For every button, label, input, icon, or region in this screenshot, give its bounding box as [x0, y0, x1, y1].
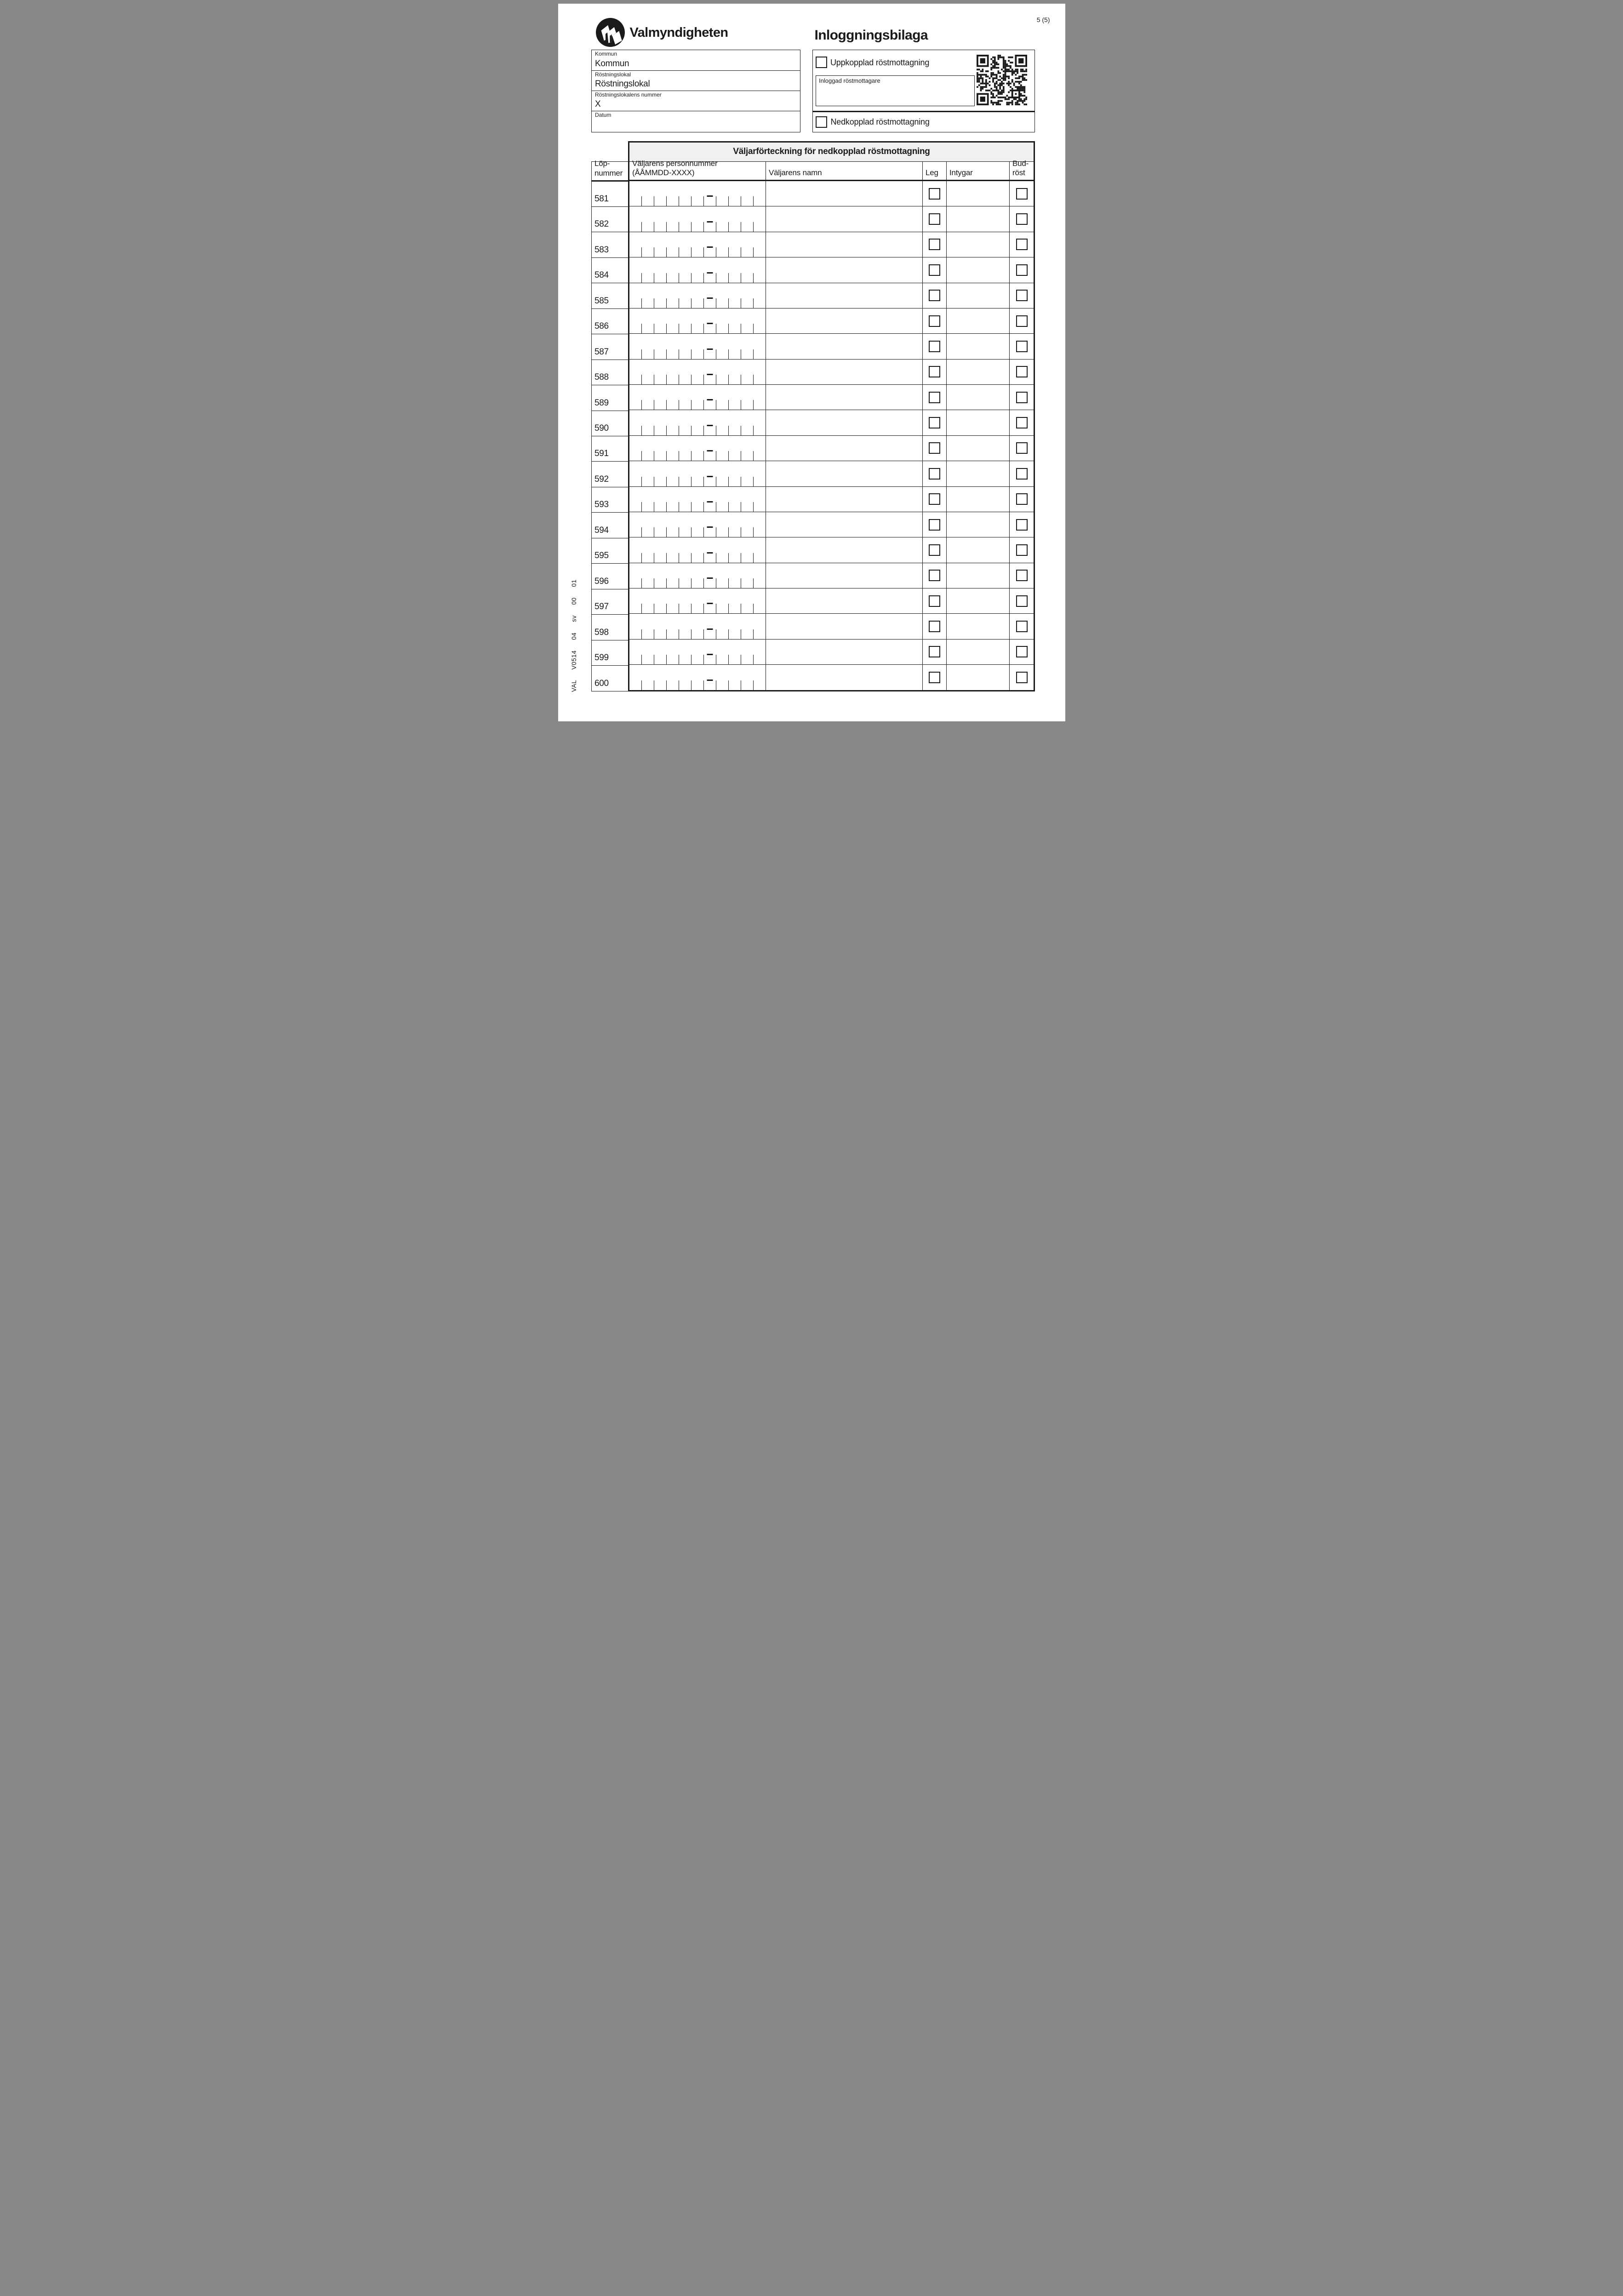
leg-cell [922, 232, 946, 257]
table-row [629, 232, 1034, 257]
field-kommun-value[interactable]: Kommun [595, 59, 629, 69]
table-row [629, 283, 1034, 308]
leg-cell [922, 334, 946, 359]
leg-cell [922, 537, 946, 562]
seq-cell [592, 206, 628, 232]
table-row [629, 206, 1034, 231]
leg-cell [922, 257, 946, 282]
personnummer-cell[interactable] [629, 665, 766, 690]
leg-checkbox[interactable] [929, 264, 940, 276]
budrost-cell [1009, 410, 1034, 435]
field-lokal-nummer-label: Röstningslokalens nummer [595, 91, 662, 98]
table-row [629, 613, 1034, 639]
intygar-cell[interactable] [946, 334, 1009, 359]
seq-header-line1: Löp- [594, 159, 610, 168]
leg-cell [922, 640, 946, 664]
personnummer-cell[interactable] [629, 334, 766, 359]
leg-checkbox[interactable] [929, 519, 940, 531]
leg-cell [922, 512, 946, 537]
row-number: 581 [594, 194, 609, 204]
personnummer-digit-guides [629, 349, 766, 359]
leg-cell [922, 360, 946, 384]
leg-checkbox[interactable] [929, 621, 940, 632]
seq-cell [592, 665, 628, 691]
personnummer-cell[interactable] [629, 640, 766, 664]
budrost-cell [1009, 232, 1034, 257]
valmyndigheten-logo-icon [596, 18, 625, 47]
budrost-cell [1009, 283, 1034, 308]
budrost-cell [1009, 665, 1034, 690]
seq-cell [592, 436, 628, 461]
personnummer-digit-guides [629, 451, 766, 461]
leg-checkbox[interactable] [929, 315, 940, 327]
intygar-cell[interactable] [946, 512, 1009, 537]
voter-name-cell[interactable] [766, 334, 922, 359]
personnummer-digit-guides [629, 324, 766, 333]
field-datum [592, 111, 800, 132]
leg-cell [922, 487, 946, 512]
budrost-checkbox[interactable] [1016, 264, 1028, 276]
personnummer-digit-guides [629, 298, 766, 308]
row-number: 600 [594, 678, 609, 688]
seq-cell [592, 257, 628, 283]
personnummer-digit-guides [629, 426, 766, 435]
row-number: 583 [594, 245, 609, 255]
voter-name-cell[interactable] [766, 257, 922, 282]
table-row [629, 308, 1034, 333]
table-header-row [629, 159, 1034, 182]
table-title: Väljarförteckning för nedkopplad röstmottagning [629, 143, 1034, 162]
voter-name-cell[interactable] [766, 563, 922, 588]
intygar-cell[interactable] [946, 206, 1009, 231]
personnummer-cell[interactable] [629, 537, 766, 562]
row-number: 599 [594, 653, 609, 663]
seq-column-header [592, 159, 628, 182]
personnummer-digit-guides [629, 655, 766, 664]
seq-cell [592, 360, 628, 385]
header-valjarens-namn [766, 162, 922, 180]
budrost-cell [1009, 436, 1034, 461]
logo-text: Valmyndigheten [629, 25, 728, 40]
intygar-cell[interactable] [946, 588, 1009, 613]
field-rostningslokal [592, 71, 800, 91]
budrost-checkbox[interactable] [1016, 570, 1028, 581]
voter-name-cell[interactable] [766, 512, 922, 537]
leg-checkbox[interactable] [929, 239, 940, 250]
personnummer-cell[interactable] [629, 257, 766, 282]
field-lokal-nummer-value[interactable]: X [595, 99, 601, 109]
leg-cell [922, 206, 946, 231]
voter-name-cell[interactable] [766, 588, 922, 613]
budrost-cell [1009, 640, 1034, 664]
budrost-checkbox[interactable] [1016, 519, 1028, 531]
table-row [629, 181, 1034, 206]
row-number: 585 [594, 296, 609, 306]
field-lokal-nummer [592, 91, 800, 111]
intygar-cell[interactable] [946, 360, 1009, 384]
personnummer-cell[interactable] [629, 512, 766, 537]
voter-name-cell[interactable] [766, 436, 922, 461]
nedkopplad-label: Nedkopplad röstmottagning [830, 117, 930, 126]
voter-name-cell[interactable] [766, 308, 922, 333]
intygar-cell[interactable] [946, 232, 1009, 257]
leg-checkbox[interactable] [929, 544, 940, 556]
personnummer-cell[interactable] [629, 436, 766, 461]
budrost-checkbox[interactable] [1016, 290, 1028, 301]
budrost-cell [1009, 487, 1034, 512]
seq-cell [592, 461, 628, 486]
seq-cell [592, 640, 628, 665]
seq-cell [592, 232, 628, 257]
intygar-cell[interactable] [946, 614, 1009, 639]
connection-box [812, 50, 1035, 132]
budrost-checkbox[interactable] [1016, 621, 1028, 632]
personnummer-cell[interactable] [629, 410, 766, 435]
leg-checkbox[interactable] [929, 672, 940, 683]
header-personnummer [629, 159, 766, 180]
table-row [629, 563, 1034, 588]
row-number: 595 [594, 551, 609, 561]
header-intygar [946, 162, 1009, 180]
personnummer-digit-guides [629, 578, 766, 588]
leg-checkbox[interactable] [929, 417, 940, 428]
header-leg [922, 162, 946, 180]
row-number: 587 [594, 347, 609, 357]
personnummer-digit-guides [629, 375, 766, 384]
leg-cell [922, 436, 946, 461]
personnummer-cell[interactable] [629, 232, 766, 257]
budrost-checkbox[interactable] [1016, 493, 1028, 505]
intygar-cell[interactable] [946, 410, 1009, 435]
header-personnummer-line2: (ÅÅMMDD-XXXX) [632, 168, 695, 177]
leg-checkbox[interactable] [929, 366, 940, 377]
leg-checkbox[interactable] [929, 188, 940, 200]
leg-checkbox[interactable] [929, 570, 940, 581]
personnummer-digit-guides [629, 527, 766, 537]
voter-name-cell[interactable] [766, 461, 922, 486]
seq-cell [592, 283, 628, 308]
header-personnummer-line1: Väljarens personnummer [632, 159, 718, 168]
header-budrost [1009, 159, 1034, 180]
personnummer-cell[interactable] [629, 385, 766, 410]
seq-cell [592, 589, 628, 614]
connection-top-section [813, 50, 1034, 113]
seq-cell [592, 411, 628, 436]
uppkopplad-label: Uppkopplad röstmottagning [830, 57, 930, 67]
leg-cell [922, 385, 946, 410]
table-row [629, 664, 1034, 690]
header-leg-label: Leg [926, 168, 938, 177]
leg-checkbox[interactable] [929, 392, 940, 403]
budrost-checkbox[interactable] [1016, 468, 1028, 480]
form-page [558, 4, 1065, 721]
table-row [629, 333, 1034, 359]
personnummer-cell[interactable] [629, 283, 766, 308]
voter-name-cell[interactable] [766, 206, 922, 231]
voter-name-cell[interactable] [766, 614, 922, 639]
leg-checkbox[interactable] [929, 442, 940, 454]
row-number: 582 [594, 219, 609, 229]
qr-code-icon [977, 55, 1027, 105]
table-row [629, 486, 1034, 512]
leg-cell [922, 308, 946, 333]
table-row [629, 588, 1034, 613]
intygar-cell[interactable] [946, 487, 1009, 512]
budrost-cell [1009, 537, 1034, 562]
row-number: 592 [594, 474, 609, 484]
field-datum-value[interactable] [595, 121, 797, 130]
table-row [629, 410, 1034, 435]
personnummer-cell[interactable] [629, 360, 766, 384]
voter-name-cell[interactable] [766, 537, 922, 562]
leg-cell [922, 563, 946, 588]
uppkopplad-checkbox[interactable] [816, 57, 827, 68]
personnummer-digit-guides [629, 273, 766, 283]
seq-cell [592, 512, 628, 537]
intygar-cell[interactable] [946, 537, 1009, 562]
leg-checkbox[interactable] [929, 646, 940, 657]
personnummer-cell[interactable] [629, 181, 766, 206]
header-budrost-line1: Bud- [1012, 159, 1029, 168]
table-row [629, 435, 1034, 461]
row-number: 590 [594, 423, 609, 434]
leg-checkbox[interactable] [929, 341, 940, 352]
intygar-cell[interactable] [946, 181, 1009, 206]
seq-rows [592, 182, 628, 691]
intygar-cell[interactable] [946, 385, 1009, 410]
budrost-cell [1009, 181, 1034, 206]
leg-cell [922, 410, 946, 435]
personnummer-cell[interactable] [629, 563, 766, 588]
header-intygar-label: Intygar [949, 168, 973, 177]
seq-number-column [591, 161, 628, 691]
budrost-checkbox[interactable] [1016, 188, 1028, 200]
budrost-checkbox[interactable] [1016, 392, 1028, 403]
budrost-checkbox[interactable] [1016, 646, 1028, 657]
intygar-cell[interactable] [946, 283, 1009, 308]
budrost-checkbox[interactable] [1016, 672, 1028, 683]
budrost-checkbox[interactable] [1016, 595, 1028, 607]
row-number: 591 [594, 449, 609, 459]
row-number: 596 [594, 576, 609, 586]
budrost-cell [1009, 334, 1034, 359]
voter-name-cell[interactable] [766, 283, 922, 308]
personnummer-digit-guides [629, 604, 766, 613]
seq-cell [592, 538, 628, 563]
row-number: 586 [594, 321, 609, 331]
seq-cell [592, 385, 628, 410]
document-title: Inloggningsbilaga [814, 28, 928, 43]
personnummer-cell[interactable] [629, 614, 766, 639]
leg-cell [922, 665, 946, 690]
row-number: 584 [594, 270, 609, 280]
leg-cell [922, 461, 946, 486]
personnummer-cell[interactable] [629, 308, 766, 333]
voter-name-cell[interactable] [766, 410, 922, 435]
personnummer-cell[interactable] [629, 588, 766, 613]
page-number: 5 (5) [1036, 16, 1050, 23]
leg-checkbox[interactable] [929, 493, 940, 505]
personnummer-digit-guides [629, 196, 766, 206]
budrost-checkbox[interactable] [1016, 417, 1028, 428]
leg-checkbox[interactable] [929, 213, 940, 225]
row-number: 589 [594, 398, 609, 408]
nedkopplad-checkbox[interactable] [816, 116, 827, 128]
table-row [629, 257, 1034, 282]
budrost-cell [1009, 588, 1034, 613]
budrost-cell [1009, 385, 1034, 410]
seq-cell [592, 308, 628, 334]
voter-name-cell[interactable] [766, 232, 922, 257]
intygar-cell[interactable] [946, 461, 1009, 486]
personnummer-digit-guides [629, 477, 766, 486]
intygar-cell[interactable] [946, 665, 1009, 690]
seq-cell [592, 182, 628, 206]
header-budrost-line2: röst [1012, 168, 1025, 177]
personnummer-digit-guides [629, 680, 766, 690]
budrost-cell [1009, 308, 1034, 333]
table-rows [629, 181, 1034, 690]
budrost-checkbox[interactable] [1016, 366, 1028, 377]
personnummer-cell[interactable] [629, 206, 766, 231]
leg-cell [922, 283, 946, 308]
intygar-cell[interactable] [946, 563, 1009, 588]
leg-cell [922, 588, 946, 613]
budrost-cell [1009, 360, 1034, 384]
budrost-cell [1009, 512, 1034, 537]
budrost-cell [1009, 206, 1034, 231]
voter-name-cell[interactable] [766, 360, 922, 384]
personnummer-digit-guides [629, 553, 766, 563]
field-datum-label: Datum [595, 111, 611, 118]
intygar-cell[interactable] [946, 257, 1009, 282]
field-rostningslokal-label: Röstningslokal [595, 71, 631, 78]
budrost-checkbox[interactable] [1016, 239, 1028, 250]
row-number: 597 [594, 602, 609, 612]
seq-header-line2: nummer [594, 168, 623, 177]
budrost-checkbox[interactable] [1016, 315, 1028, 327]
connection-bottom-section [813, 112, 1034, 132]
voter-name-cell[interactable] [766, 181, 922, 206]
row-number: 593 [594, 500, 609, 510]
inloggad-rostmottagare-box[interactable] [816, 75, 975, 107]
personnummer-digit-guides [629, 400, 766, 410]
seq-cell [592, 334, 628, 359]
personnummer-digit-guides [629, 629, 766, 639]
intygar-cell[interactable] [946, 308, 1009, 333]
voter-name-cell[interactable] [766, 487, 922, 512]
budrost-checkbox[interactable] [1016, 213, 1028, 225]
table-row [629, 639, 1034, 664]
row-number: 598 [594, 627, 609, 637]
inloggad-rostmottagare-label: Inloggad röstmottagare [819, 77, 880, 84]
leg-checkbox[interactable] [929, 595, 940, 607]
intygar-cell[interactable] [946, 640, 1009, 664]
budrost-cell [1009, 461, 1034, 486]
table-row [629, 537, 1034, 562]
personnummer-cell[interactable] [629, 487, 766, 512]
intygar-cell[interactable] [946, 436, 1009, 461]
budrost-checkbox[interactable] [1016, 341, 1028, 352]
personnummer-digit-guides [629, 247, 766, 257]
voter-name-cell[interactable] [766, 385, 922, 410]
budrost-cell [1009, 257, 1034, 282]
personnummer-digit-guides [629, 222, 766, 232]
seq-cell [592, 487, 628, 512]
voter-name-cell[interactable] [766, 665, 922, 690]
leg-cell [922, 181, 946, 206]
row-number: 588 [594, 372, 609, 383]
leg-checkbox[interactable] [929, 290, 940, 301]
table-row [629, 384, 1034, 410]
budrost-cell [1009, 614, 1034, 639]
budrost-cell [1009, 563, 1034, 588]
field-kommun-label: Kommun [595, 50, 617, 57]
table-row [629, 512, 1034, 537]
table-row [629, 359, 1034, 384]
header-valjarens-namn-label: Väljarens namn [769, 168, 822, 177]
leg-cell [922, 614, 946, 639]
voter-list-table [628, 141, 1035, 691]
seq-cell [592, 563, 628, 588]
location-info-box [591, 50, 800, 132]
budrost-checkbox[interactable] [1016, 442, 1028, 454]
personnummer-digit-guides [629, 502, 766, 512]
seq-cell [592, 614, 628, 640]
personnummer-cell[interactable] [629, 461, 766, 486]
budrost-checkbox[interactable] [1016, 544, 1028, 556]
leg-checkbox[interactable] [929, 468, 940, 480]
voter-name-cell[interactable] [766, 640, 922, 664]
field-rostningslokal-value[interactable]: Röstningslokal [595, 79, 650, 89]
row-number: 594 [594, 525, 609, 535]
form-code: VAL V0514 04 sv 00 01 [570, 579, 577, 692]
table-row [629, 461, 1034, 486]
field-kommun [592, 50, 800, 71]
